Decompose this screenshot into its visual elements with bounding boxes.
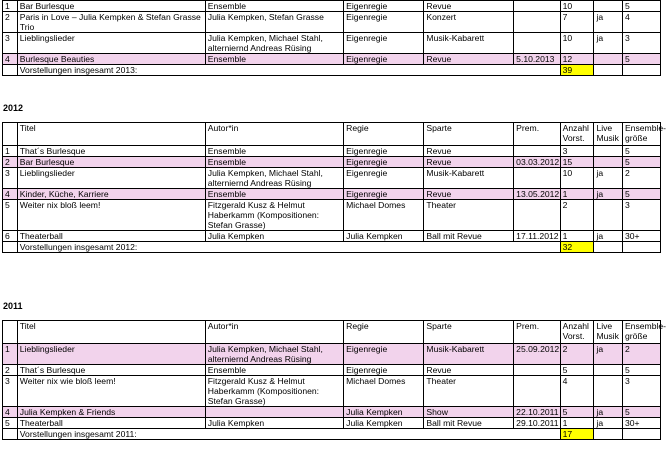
cell-nr <box>3 242 18 253</box>
cell-groesse: 5 <box>622 1 660 12</box>
cell-titel: Lieblingslieder <box>17 344 205 365</box>
cell-nr: 1 <box>3 344 18 365</box>
total-value: 32 <box>560 242 594 253</box>
header-cell-sparte: Sparte <box>424 123 514 146</box>
cell-nr: 6 <box>3 231 18 242</box>
cell-sparte: Musik-Kabarett <box>424 33 514 54</box>
cell-live <box>594 54 623 65</box>
cell-live: ja <box>594 189 623 200</box>
total-label: Vorstellungen insgesamt 2011: <box>17 429 560 440</box>
table-row <box>3 344 661 365</box>
cell-anzahl: 5 <box>560 407 594 418</box>
cell-groesse: 5 <box>622 54 660 65</box>
cell-sparte: Revue <box>424 365 514 376</box>
cell-regie: Julia Kempken <box>344 231 424 242</box>
total-row <box>3 429 661 440</box>
header-cell-prem: Prem. <box>514 321 560 344</box>
header-cell-regie: Regie <box>344 321 424 344</box>
cell-titel: That´s Burlesque <box>17 365 205 376</box>
header-cell-nr <box>3 321 18 344</box>
cell-regie: Michael Domes <box>344 376 424 407</box>
cell-prem <box>514 365 560 376</box>
cell-autor: Fitzgerald Kusz & Helmut Haberkamm (Kompositionen: Stefan Grasse) <box>205 200 343 231</box>
cell-sparte: Revue <box>424 189 514 200</box>
cell-autor: Ensemble <box>205 365 343 376</box>
cell-titel: Weiter nix bloß leem! <box>17 200 205 231</box>
header-cell-groesse: Ensemble-größe <box>622 123 660 146</box>
cell-groesse: 2 <box>622 168 660 189</box>
cell-anzahl: 1 <box>560 418 594 429</box>
total-row <box>3 242 661 253</box>
table-header <box>3 123 661 146</box>
cell-groesse: 3 <box>622 200 660 231</box>
cell-live <box>594 365 623 376</box>
cell-nr: 3 <box>3 376 18 407</box>
cell-nr: 2 <box>3 157 18 168</box>
cell-sparte: Theater <box>424 376 514 407</box>
total-label: Vorstellungen insgesamt 2012: <box>17 242 560 253</box>
table-row <box>3 418 661 429</box>
cell-prem: 13.05.2012 <box>514 189 560 200</box>
table-row <box>3 168 661 189</box>
cell-autor: Ensemble <box>205 146 343 157</box>
table-row <box>3 12 661 33</box>
cell-titel: Lieblingslieder <box>17 168 205 189</box>
cell-sparte: Ball mit Revue <box>424 231 514 242</box>
cell-regie: Julia Kempken <box>344 418 424 429</box>
table-row <box>3 189 661 200</box>
cell-groesse: 30+ <box>622 231 660 242</box>
cell-groesse <box>622 429 660 440</box>
cell-live <box>594 242 623 253</box>
cell-sparte: Show <box>424 407 514 418</box>
cell-nr: 5 <box>3 418 18 429</box>
cell-sparte: Theater <box>424 200 514 231</box>
cell-autor: Julia Kempken <box>205 231 343 242</box>
cell-nr: 4 <box>3 54 18 65</box>
header-cell-autor: Autor*in <box>205 123 343 146</box>
total-label: Vorstellungen insgesamt 2013: <box>17 65 560 76</box>
cell-prem: 29.10.2011 <box>514 418 560 429</box>
cell-regie: Eigenregie <box>344 157 424 168</box>
cell-autor: Julia Kempken, Michael Stahl, alterniernd Andreas Rüsing <box>205 344 343 365</box>
cell-anzahl: 1 <box>560 189 594 200</box>
cell-nr <box>3 65 18 76</box>
cell-prem: 03.03.2012 <box>514 157 560 168</box>
cell-prem: 17.11.2012 <box>514 231 560 242</box>
cell-live: ja <box>594 12 623 33</box>
header-cell-titel: Titel <box>17 321 205 344</box>
header-cell-groesse: Ensemble-größe <box>622 321 660 344</box>
cell-titel: Bar Burlesque <box>17 157 205 168</box>
cell-titel: Burlesque Beauties <box>17 54 205 65</box>
cell-live <box>594 200 623 231</box>
cell-nr: 1 <box>3 146 18 157</box>
cell-titel: Lieblingslieder <box>17 33 205 54</box>
cell-sparte: Revue <box>424 54 514 65</box>
cell-anzahl: 2 <box>560 200 594 231</box>
cell-titel: Julia Kempken & Friends <box>17 407 205 418</box>
cell-anzahl: 4 <box>560 376 594 407</box>
table-row <box>3 200 661 231</box>
cell-anzahl: 1 <box>560 231 594 242</box>
cell-groesse: 3 <box>622 33 660 54</box>
cell-titel: That´s Burlesque <box>17 146 205 157</box>
cell-groesse: 5 <box>622 189 660 200</box>
table-header <box>3 321 661 344</box>
cell-titel: Theaterball <box>17 231 205 242</box>
cell-regie: Michael Domes <box>344 200 424 231</box>
cell-groesse <box>622 65 660 76</box>
cell-autor: Julia Kempken, Michael Stahl, alterniernd Andreas Rüsing <box>205 33 343 54</box>
table-row <box>3 407 661 418</box>
cell-autor: Ensemble <box>205 189 343 200</box>
cell-titel: Weiter nix wie bloß leem! <box>17 376 205 407</box>
cell-prem: 25.09.2012 <box>514 344 560 365</box>
cell-nr: 4 <box>3 189 18 200</box>
cell-prem <box>514 200 560 231</box>
cell-autor: Fitzgerald Kusz & Helmut Haberkamm (Kompositionen: Stefan Grasse) <box>205 376 343 407</box>
cell-nr: 5 <box>3 200 18 231</box>
cell-regie: Eigenregie <box>344 1 424 12</box>
cell-live <box>594 429 623 440</box>
total-row <box>3 65 661 76</box>
header-cell-nr <box>3 123 18 146</box>
cell-live <box>594 65 623 76</box>
cell-nr: 4 <box>3 407 18 418</box>
cell-autor: Julia Kempken, Stefan Grasse <box>205 12 343 33</box>
cell-live <box>594 376 623 407</box>
cell-autor: Julia Kempken <box>205 418 343 429</box>
cell-autor <box>205 407 343 418</box>
cell-prem: 22.10.2011 <box>514 407 560 418</box>
header-cell-regie: Regie <box>344 123 424 146</box>
cell-live: ja <box>594 418 623 429</box>
cell-regie: Eigenregie <box>344 168 424 189</box>
header-cell-prem: Prem. <box>514 123 560 146</box>
cell-autor: Ensemble <box>205 54 343 65</box>
cell-prem <box>514 168 560 189</box>
cell-titel: Paris in Love – Julia Kempken & Stefan Grasse Trio <box>17 12 205 33</box>
cell-anzahl: 10 <box>560 168 594 189</box>
cell-nr: 3 <box>3 33 18 54</box>
cell-groesse: 30+ <box>622 418 660 429</box>
cell-anzahl: 2 <box>560 344 594 365</box>
cell-groesse: 5 <box>622 407 660 418</box>
cell-groesse: 4 <box>622 12 660 33</box>
cell-live <box>594 157 623 168</box>
cell-sparte: Revue <box>424 1 514 12</box>
cell-prem <box>514 146 560 157</box>
cell-sparte: Konzert <box>424 12 514 33</box>
table-row <box>3 231 661 242</box>
table-row <box>3 157 661 168</box>
cell-regie: Eigenregie <box>344 12 424 33</box>
performance-table <box>2 122 666 253</box>
performance-table <box>2 0 661 76</box>
header-cell-autor: Autor*in <box>205 321 343 344</box>
cell-nr: 2 <box>3 365 18 376</box>
cell-live: ja <box>594 231 623 242</box>
header-cell-anzahl: Anzahl Vorst. <box>560 321 594 344</box>
cell-prem <box>514 1 560 12</box>
cell-nr: 3 <box>3 168 18 189</box>
header-cell-live: Live Musik <box>594 321 623 344</box>
cell-titel: Bar Burlesque <box>17 1 205 12</box>
cell-groesse: 5 <box>622 365 660 376</box>
cell-anzahl: 15 <box>560 157 594 168</box>
table-row <box>3 1 661 12</box>
cell-live <box>594 1 623 12</box>
header-cell-live: Live Musik <box>594 123 623 146</box>
cell-titel: Kinder, Küche, Karriere <box>17 189 205 200</box>
cell-sparte: Musik-Kabarett <box>424 168 514 189</box>
cell-regie: Eigenregie <box>344 189 424 200</box>
cell-groesse <box>622 242 660 253</box>
cell-sparte: Ball mit Revue <box>424 418 514 429</box>
cell-groesse: 5 <box>622 146 660 157</box>
cell-groesse: 3 <box>622 376 660 407</box>
cell-autor: Ensemble <box>205 157 343 168</box>
table-row <box>3 365 661 376</box>
cell-prem <box>514 376 560 407</box>
table-row <box>3 376 661 407</box>
cell-regie: Eigenregie <box>344 365 424 376</box>
cell-live: ja <box>594 33 623 54</box>
cell-prem <box>514 33 560 54</box>
cell-regie: Eigenregie <box>344 33 424 54</box>
year-heading: 2012 <box>3 103 24 113</box>
cell-nr <box>3 429 18 440</box>
table-row <box>3 146 661 157</box>
cell-live: ja <box>594 344 623 365</box>
cell-prem: 5.10.2013 <box>514 54 560 65</box>
cell-regie: Eigenregie <box>344 146 424 157</box>
header-cell-anzahl: Anzahl Vorst. <box>560 123 594 146</box>
performance-table <box>2 320 666 440</box>
cell-groesse: 5 <box>622 157 660 168</box>
cell-regie: Julia Kempken <box>344 407 424 418</box>
table-row <box>3 33 661 54</box>
cell-live: ja <box>594 168 623 189</box>
cell-anzahl: 3 <box>560 146 594 157</box>
cell-anzahl: 7 <box>560 12 594 33</box>
cell-anzahl: 10 <box>560 1 594 12</box>
cell-anzahl: 12 <box>560 54 594 65</box>
cell-prem <box>514 12 560 33</box>
cell-nr: 2 <box>3 12 18 33</box>
table-row <box>3 54 661 65</box>
cell-autor: Julia Kempken, Michael Stahl, alterniernd Andreas Rüsing <box>205 168 343 189</box>
cell-regie: Eigenregie <box>344 344 424 365</box>
year-heading: 2011 <box>3 301 23 311</box>
cell-anzahl: 10 <box>560 33 594 54</box>
cell-groesse: 2 <box>622 344 660 365</box>
cell-sparte: Revue <box>424 157 514 168</box>
total-value: 39 <box>560 65 594 76</box>
header-cell-titel: Titel <box>17 123 205 146</box>
cell-autor: Ensemble <box>205 1 343 12</box>
cell-sparte: Revue <box>424 146 514 157</box>
header-cell-sparte: Sparte <box>424 321 514 344</box>
cell-nr: 1 <box>3 1 18 12</box>
cell-regie: Eigenregie <box>344 54 424 65</box>
cell-live: ja <box>594 407 623 418</box>
cell-sparte: Musik-Kabarett <box>424 344 514 365</box>
total-value: 17 <box>560 429 594 440</box>
cell-titel: Theaterball <box>17 418 205 429</box>
cell-anzahl: 5 <box>560 365 594 376</box>
cell-live <box>594 146 623 157</box>
